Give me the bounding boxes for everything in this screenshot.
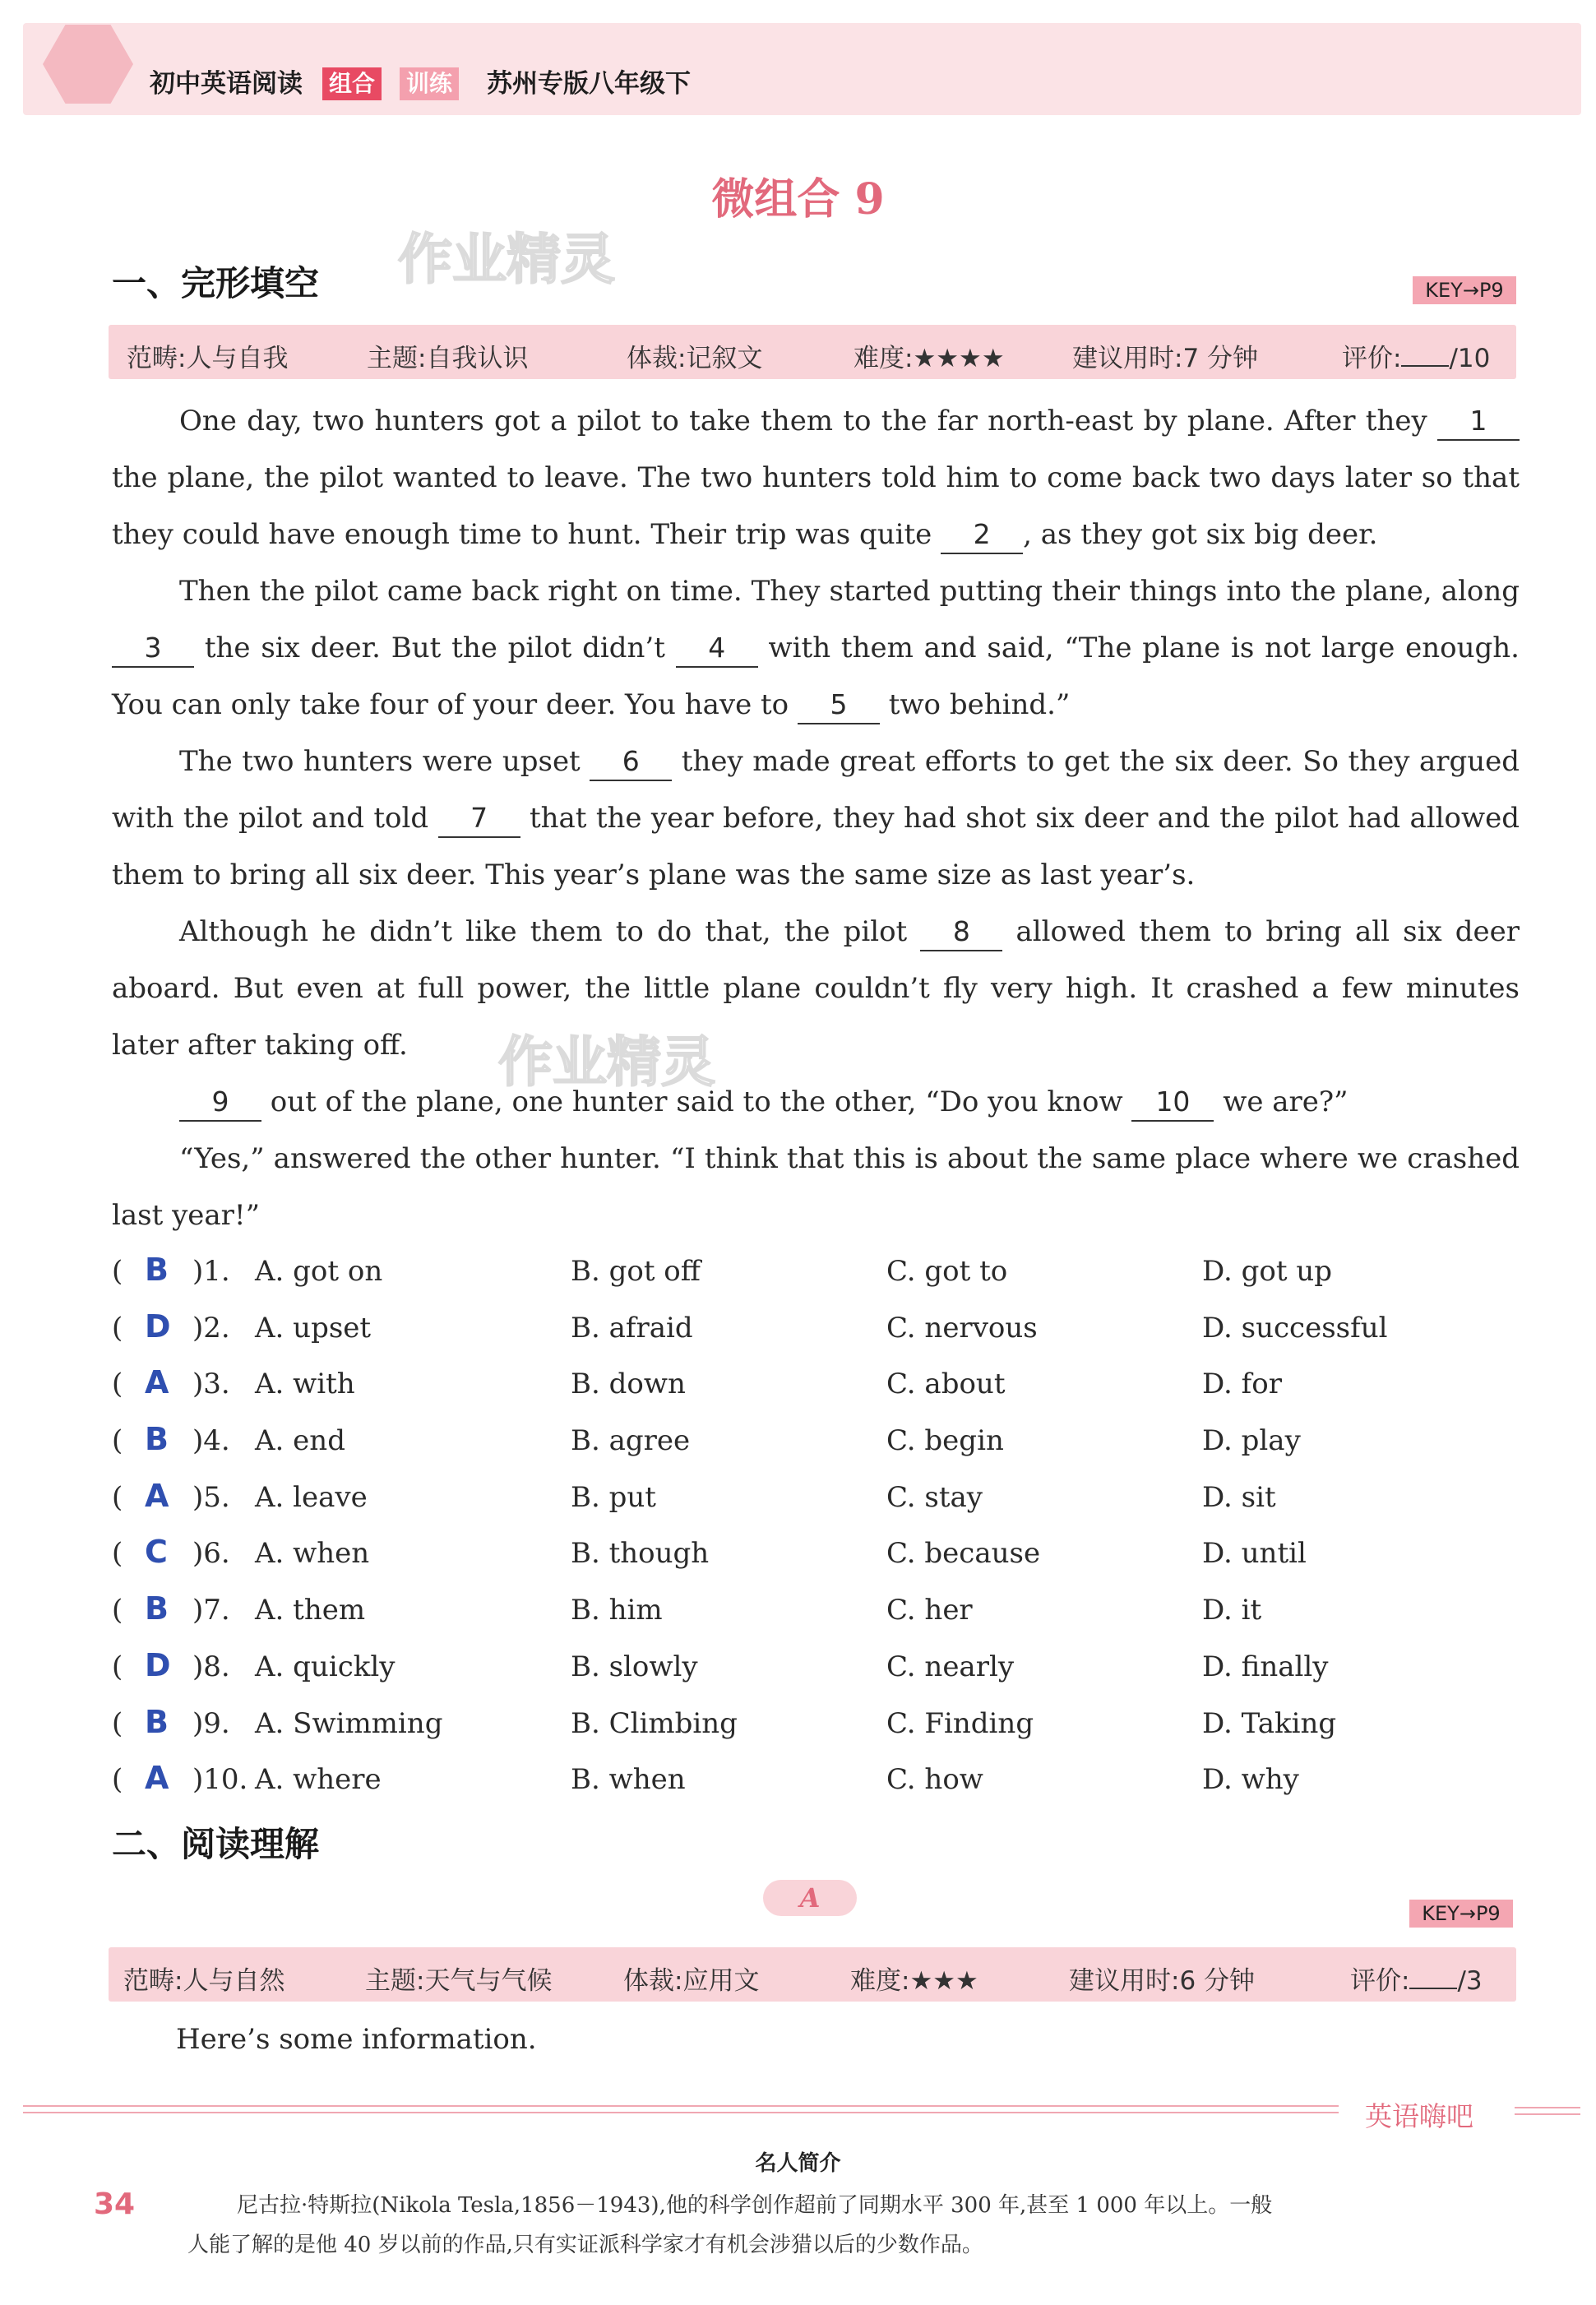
watermark: 作业精灵 [498,1030,715,1094]
option-c: C. because [886,1537,1041,1571]
option-b: B. afraid [571,1311,693,1345]
option-d: D. successful [1202,1311,1388,1345]
book-series-title: 初中英语阅读 [150,69,303,99]
cloze-passage [112,393,1520,1244]
text: two behind.” [879,688,1071,721]
info-genre: 体裁:记叙文 [627,344,763,373]
text: The two hunters were upset [179,745,590,778]
text: out of the plane, one hunter said to the other, “Do you know [261,1085,1132,1118]
question-number: )7. [192,1594,230,1627]
text: Then the pilot came back right on time. They started putting their things into the plane, along [179,575,1520,608]
answer: C [145,1534,168,1571]
text: the six deer. But the pilot didn’t [194,632,676,664]
text: One day, two hunters got a pilot to take them to the far north-east by plane. After they [179,405,1437,437]
footer-divider [1515,2107,1580,2108]
option-a: A. quickly [255,1650,396,1683]
footer-divider [23,2105,1339,2107]
answer: A [145,1364,169,1401]
paragraph [112,734,1520,904]
option-b: B. when [571,1763,686,1797]
bio-title: 名人简介 [755,2151,841,2176]
question-number: )5. [192,1480,230,1514]
option-a: A. when [255,1537,370,1571]
option-d: D. until [1202,1537,1307,1571]
option-b: B. put [571,1480,656,1514]
blank-5: 5 [798,687,880,724]
info-theme: 主题:天气与气候 [365,1966,553,1996]
info-score [1350,1960,1483,1997]
answer: D [145,1646,171,1683]
info-genre: 体裁:应用文 [623,1966,760,1996]
option-c: C. Finding [886,1706,1034,1740]
answer: B [145,1421,169,1458]
answer: A [145,1477,169,1514]
option-b: B. though [571,1537,710,1571]
page-number: 34 [94,2187,136,2221]
option-d: D. why [1202,1763,1299,1797]
option-b: B. got off [571,1255,701,1288]
option-c: C. nervous [886,1311,1038,1345]
question-number: )6. [192,1537,230,1571]
info-bar [109,1947,1516,2002]
option-a: A. leave [255,1480,368,1514]
option-d: D. Taking [1202,1706,1337,1740]
option-b: B. slowly [571,1650,698,1683]
info-time: 建议用时:7 分钟 [1072,344,1259,373]
info-theme: 主题:自我认识 [367,344,529,373]
question-number: )1. [192,1255,230,1288]
option-d: D. play [1202,1424,1301,1458]
info-difficulty: 难度:★★★★ [854,344,1005,373]
blank-8: 8 [920,914,1002,951]
paragraph [112,563,1520,734]
option-d: D. finally [1202,1650,1329,1683]
option-b: B. agree [571,1424,691,1458]
option-row [112,1361,1526,1418]
question-number: )3. [192,1368,230,1401]
text: we are?” [1214,1085,1349,1118]
answer: D [145,1308,171,1345]
answer: B [145,1703,169,1740]
paren-open: ( [112,1368,123,1401]
info-score [1342,337,1490,374]
question-number: )10. [192,1763,248,1797]
question-number: )2. [192,1311,230,1345]
blank-1: 1 [1437,403,1520,441]
option-c: C. got to [886,1255,1008,1288]
info-difficulty: 难度:★★★ [850,1966,978,1996]
score-label: 评价: [1342,344,1402,373]
paren-open: ( [112,1706,123,1740]
blank-2: 2 [941,516,1023,554]
paren-open: ( [112,1650,123,1683]
score-total: /10 [1449,344,1491,373]
blank-6: 6 [590,743,672,781]
blank-7: 7 [438,800,520,838]
text: they made great efforts to get the six deer. So they argued with the pilot and told [112,745,1520,835]
text: with them and said, “The plane is not large enough. You can only take four of your deer. You have to [112,632,1520,721]
answer-key-ref: KEY→P9 [1413,276,1516,304]
paren-open: ( [112,1763,123,1797]
blank-9: 9 [179,1084,261,1122]
bio-text [187,2186,1421,2265]
question-number: )9. [192,1706,230,1740]
paragraph [112,393,1520,563]
paren-open: ( [112,1311,123,1345]
option-a: A. them [255,1594,366,1627]
bio-line: 尼古拉·特斯拉(Nikola Tesla,1856－1943),他的科学创作超前了同期水平 300 年,甚至 1 000 年以上。一般 [237,2193,1273,2218]
answer: A [145,1760,169,1797]
option-row [112,1530,1526,1587]
footer-divider [23,2112,1339,2113]
paragraph: “Yes,” answered the other hunter. “I think that this is about the same place where we crashed last year!” [112,1142,1520,1232]
option-row [112,1757,1526,1813]
blank-3: 3 [112,630,194,668]
option-row [112,1418,1526,1474]
text: the plane, the pilot wanted to leave. The two hunters told him to come back two days later so that they could have enough time to hunt. Their trip was quite [112,461,1520,551]
question-number: )4. [192,1424,230,1458]
header-tag-combo: 组合 [322,67,382,100]
header-tag-training: 训练 [400,67,459,100]
option-a: A. end [255,1424,345,1458]
text: that the year before, they had shot six deer and the pilot had allowed them to bring all six deer. This year’s plane was the same size as last year’s. [112,802,1520,891]
option-d: D. for [1202,1368,1282,1401]
footer-brand: 英语嗨吧 [1365,2100,1473,2132]
option-c: C. stay [886,1480,983,1514]
option-d: D. it [1202,1594,1262,1627]
score-total: /3 [1457,1966,1483,1996]
option-a: A. upset [255,1311,372,1345]
info-bar [109,325,1516,379]
page-title: 微组合 9 [711,174,885,224]
option-a: A. Swimming [255,1706,443,1740]
book-edition: 苏州专版八年级下 [487,69,691,99]
option-d: D. got up [1202,1255,1333,1288]
info-time: 建议用时:6 分钟 [1069,1966,1256,1996]
paragraph [112,904,1520,1074]
reading-intro: Here’s some information. [176,2023,537,2056]
paren-open: ( [112,1537,123,1571]
options-list [112,1248,1526,1813]
option-c: C. about [886,1368,1006,1401]
option-row [112,1305,1526,1362]
answer: B [145,1252,169,1288]
score-blank [1409,1988,1457,1989]
option-b: B. him [571,1594,663,1627]
option-row [112,1474,1526,1531]
bio-line: 人能了解的是他 40 岁以前的作品,只有实证派科学家才有机会涉猎以后的少数作品。 [187,2233,983,2257]
option-a: A. got on [255,1255,383,1288]
option-c: C. how [886,1763,983,1797]
text: Although he didn’t like them to do that, the pilot [179,915,921,948]
option-a: A. where [255,1763,382,1797]
paren-open: ( [112,1255,123,1288]
option-c: C. nearly [886,1650,1015,1683]
blank-4: 4 [676,630,758,668]
option-b: B. Climbing [571,1706,738,1740]
answer-key-ref: KEY→P9 [1409,1900,1513,1928]
option-row [112,1701,1526,1757]
option-c: C. begin [886,1424,1004,1458]
text: , as they got six big deer. [1023,518,1378,551]
footer-divider [1515,2113,1580,2115]
option-a: A. with [255,1368,355,1401]
option-row [112,1644,1526,1701]
option-row [112,1587,1526,1644]
paragraph [112,1074,1520,1131]
option-row [112,1248,1526,1305]
paren-open: ( [112,1594,123,1627]
question-number: )8. [192,1650,230,1683]
score-label: 评价: [1350,1966,1410,1996]
info-scope: 范畴:人与自我 [127,344,289,373]
paren-open: ( [112,1424,123,1458]
option-d: D. sit [1202,1480,1276,1514]
text: allowed them to bring all six deer aboard. But even at full power, the little plane couldn’t fly very high. It crashed a few minutes later after taking off. [112,915,1520,1062]
info-scope: 范畴:人与自然 [123,1966,285,1996]
option-c: C. her [886,1594,973,1627]
score-blank [1401,365,1449,367]
option-b: B. down [571,1368,686,1401]
blank-10: 10 [1131,1084,1214,1122]
section-heading-cloze: 一、完形填空 [112,263,320,303]
paren-open: ( [112,1480,123,1514]
answer: B [145,1590,169,1627]
watermark: 作业精灵 [398,228,615,291]
part-label: A [763,1880,857,1916]
section-heading-reading: 二、阅读理解 [112,1824,320,1864]
